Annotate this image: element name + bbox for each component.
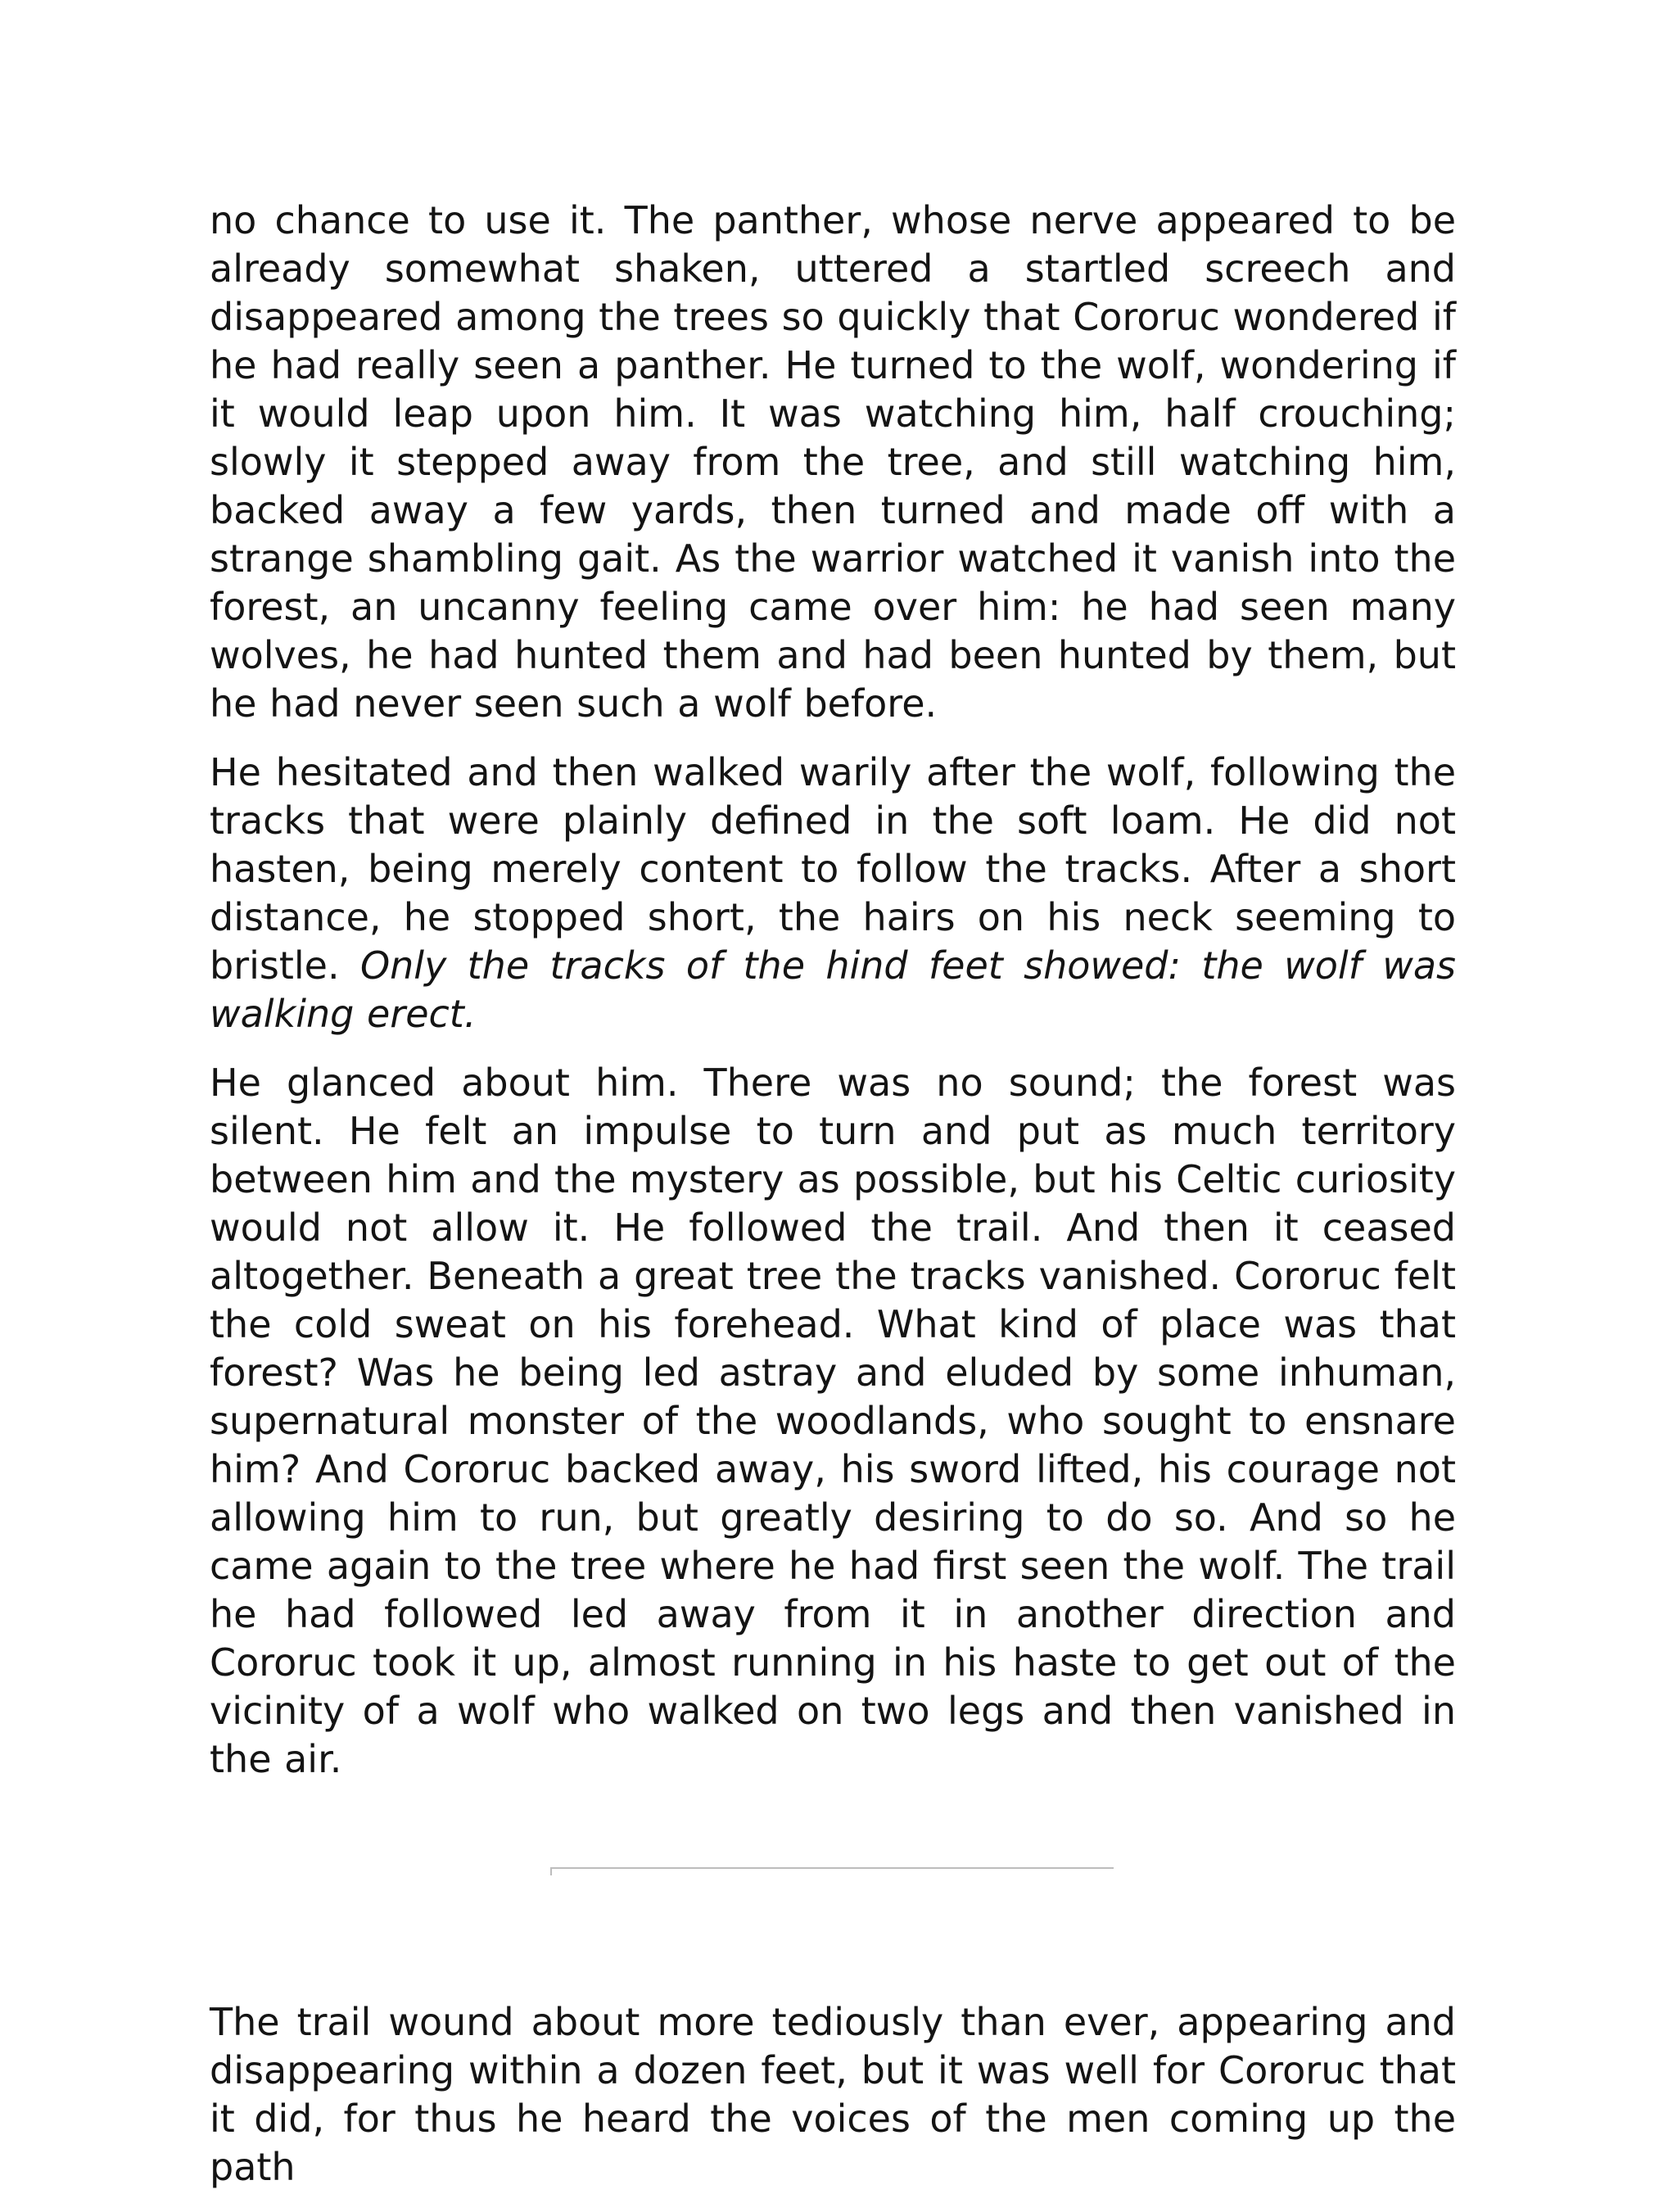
paragraph-1: no chance to use it. The panther, whose nerve appeared to be already somewhat shaken, uttered a startled screech and disappeared among the trees so quickly that Cororuc wondered if he had really seen a panther. He turned to the wolf, wondering if it would leap upon him. It was watching him, half crouching; slowly it stepped away from the tree, and still watching him, backed away a few yards, then turned and made off with a strange shambling gait. As the warrior watched it vanish into the forest, an uncanny feeling came over him: he had seen many wolves, he had hunted them and had been hunted by them, but he had never seen such a wolf before. xyxy=(210,198,1456,726)
document-page xyxy=(210,197,1456,2212)
section-divider-line xyxy=(552,1867,1114,1869)
paragraph-2-text: He hesitated and then walked warily after the wolf, following the tracks that were plainly defined in the soft loam. He did not hasten, being merely content to follow the tracks. After a short distance, he stopped short, the hairs on his neck seeming to bristle. xyxy=(210,750,1456,988)
paragraph-4: The trail wound about more tediously than ever, appearing and disappearing within a dozen feet, but it was well for Cororuc that it did, for thus he heard the voices of the men coming up the path xyxy=(210,2000,1456,2189)
paragraph-3: He glanced about him. There was no sound; the forest was silent. He felt an impulse to turn and put as much territory between him and the mystery as possible, but his Celtic curiosity would not allow it. He followed the trail. And then it ceased altogether. Beneath a great tree the tracks vanished. Cororuc felt the cold sweat on his forehead. What kind of place was that forest? Was he being led astray and eluded by some inhuman, supernatural monster of the woodlands, who sought to ensnare him? And Cororuc backed away, his sword lifted, his courage not allowing him to run, but greatly desiring to do so. And so he came again to the tree where he had first seen the wolf. The trail he had followed led away from it in another direction and Cororuc took it up, almost running in his haste to get out of the vicinity of a wolf who walked on two legs and then vanished in the air. xyxy=(210,1061,1456,1781)
section-break xyxy=(210,1821,1456,1952)
paragraph-2-italic: Only the tracks of the hind feet showed: the wolf was walking erect. xyxy=(210,943,1457,1036)
paragraph-2 xyxy=(210,749,1456,1038)
